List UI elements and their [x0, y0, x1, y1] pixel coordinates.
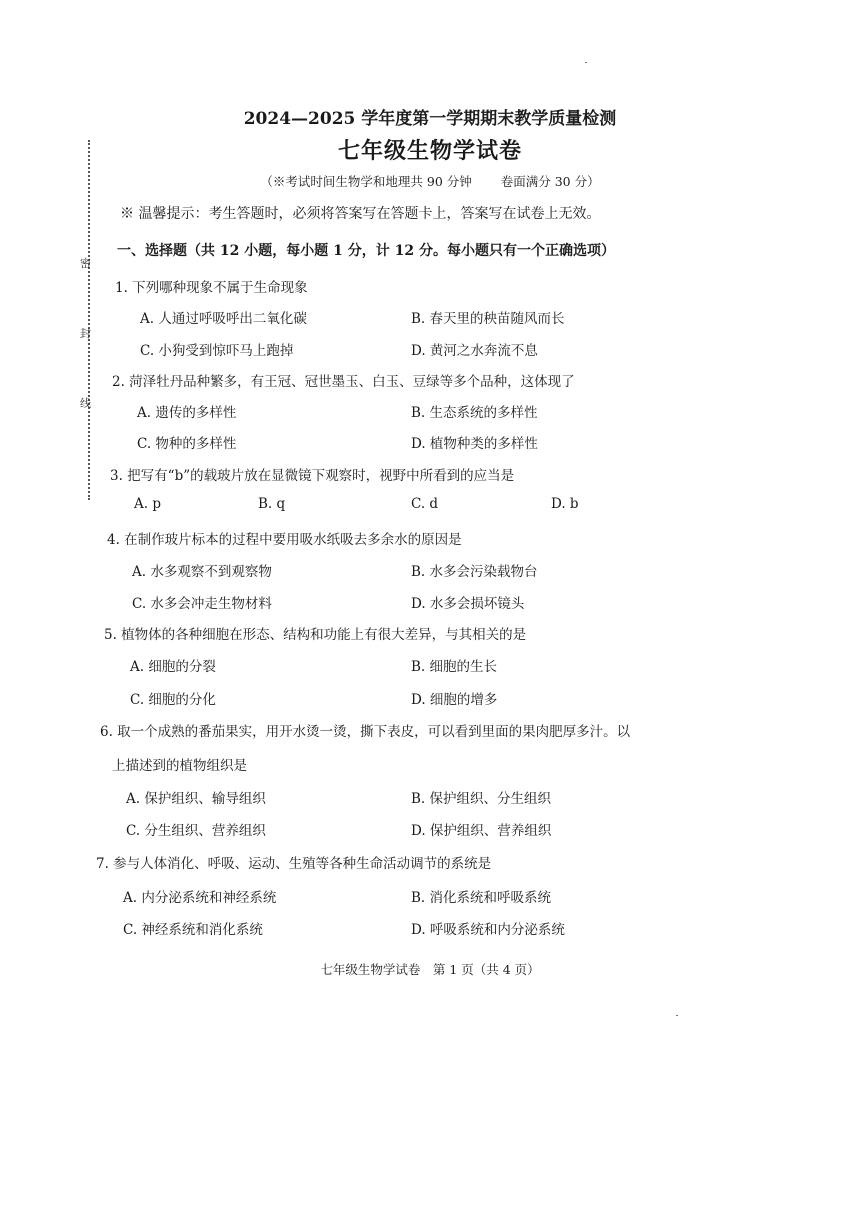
option-c: C. 细胞的分化 [130, 692, 216, 708]
page-footer: 七年级生物学试卷 第 1 页（共 4 页） [320, 962, 540, 977]
option-d: D. 黄河之水奔流不息 [411, 343, 538, 359]
option-a: A. 人通过呼吸呼出二氧化碳 [140, 311, 307, 327]
question-stem: 1. 下列哪种现象不属于生命现象 [115, 280, 308, 296]
option-a: A. 内分泌系统和神经系统 [123, 890, 277, 906]
exam-note: （※考试时间生物学和地理共 90 分钟 卷面满分 30 分） [260, 174, 600, 189]
option-d: D. 保护组织、营养组织 [411, 823, 552, 839]
option-a: A. 保护组织、输导组织 [126, 791, 266, 807]
question-stem: 7. 参与人体消化、呼吸、运动、生殖等各种生命活动调节的系统是 [96, 856, 492, 872]
option-c: C. 分生组织、营养组织 [126, 823, 266, 839]
warm-tip: ※ 温馨提示：考生答题时，必须将答案写在答题卡上，答案写在试卷上无效。 [120, 206, 601, 222]
option-b: B. 生态系统的多样性 [411, 405, 538, 421]
option-b: B. 水多会污染载物台 [411, 564, 538, 580]
question-stem-continued: 上描述到的植物组织是 [112, 758, 247, 774]
option-a: A. 水多观察不到观察物 [132, 564, 272, 580]
scan-speck [585, 62, 587, 63]
scan-speck [676, 1015, 678, 1016]
option-b: B. 消化系统和呼吸系统 [411, 890, 552, 906]
option-c: C. 物种的多样性 [137, 436, 237, 452]
paper-title: 七年级生物学试卷 [337, 138, 522, 164]
option-a: A. 细胞的分裂 [130, 659, 216, 675]
binding-mark-2: 封 [80, 327, 91, 340]
option-d: D. 水多会损坏镜头 [411, 596, 525, 612]
question-stem: 5. 植物体的各种细胞在形态、结构和功能上有很大差异，与其相关的是 [104, 627, 527, 643]
question-stem: 3. 把写有“b”的载玻片放在显微镜下观察时，视野中所看到的应当是 [110, 468, 515, 484]
option-c: C. 神经系统和消化系统 [123, 922, 263, 938]
section-heading: 一、选择题（共 12 小题，每小题 1 分，计 12 分。每小题只有一个正确选项） [117, 243, 615, 259]
question-stem: 4. 在制作玻片标本的过程中要用吸水纸吸去多余水的原因是 [107, 532, 462, 548]
option-b: B. 春天里的秧苗随风而长 [411, 311, 565, 327]
option-b: B. 保护组织、分生组织 [411, 791, 552, 807]
question-stem: 6. 取一个成熟的番茄果实，用开水烫一烫，撕下表皮，可以看到里面的果肉肥厚多汁。以 [100, 724, 631, 740]
question-stem: 2. 菏泽牡丹品种繁多，有王冠、冠世墨玉、白玉、豆绿等多个品种，这体现了 [112, 374, 575, 390]
option-c: C. 水多会冲走生物材料 [132, 596, 272, 612]
option-d: D. 植物种类的多样性 [411, 436, 538, 452]
binding-mark-1: 密 [80, 257, 91, 270]
binding-line [88, 140, 90, 500]
binding-mark-3: 线 [80, 397, 91, 410]
option-a: A. 遗传的多样性 [137, 405, 237, 421]
option-d: D. b [551, 496, 579, 512]
option-c: C. 小狗受到惊吓马上跑掉 [140, 343, 294, 359]
option-d: D. 细胞的增多 [411, 692, 498, 708]
option-a: A. p [134, 496, 161, 512]
option-b: B. 细胞的生长 [411, 659, 498, 675]
option-b: B. q [258, 496, 286, 512]
exam-title: 2024—2025 学年度第一学期期末教学质量检测 [243, 109, 617, 129]
option-d: D. 呼吸系统和内分泌系统 [411, 922, 565, 938]
option-c: C. d [411, 496, 439, 512]
